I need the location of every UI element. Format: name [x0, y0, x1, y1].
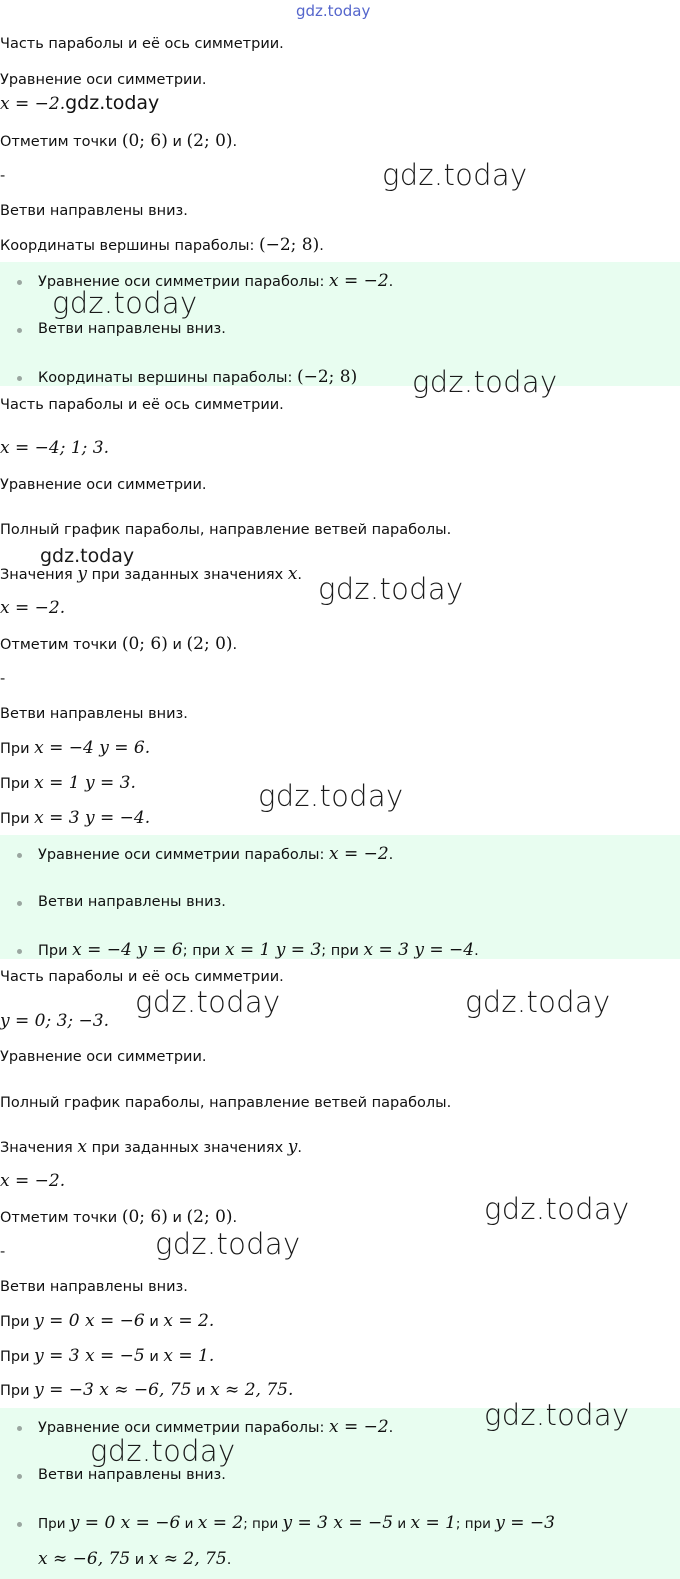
text: Значения	[0, 1140, 78, 1156]
text: .	[474, 943, 479, 959]
text: при заданных значениях	[86, 1140, 288, 1156]
text: .	[388, 274, 394, 290]
watermark-top: gdz.today	[296, 2, 371, 20]
list-item: Ветви направлены вниз.	[38, 894, 226, 910]
math-expression: x = −2.	[0, 598, 66, 618]
text: .	[232, 1210, 238, 1226]
text-line	[0, 235, 324, 256]
math-expression: x = 1	[410, 1513, 456, 1533]
math-var: y	[287, 1137, 298, 1157]
watermark: gdz.today	[90, 1434, 236, 1468]
text: и	[144, 1314, 164, 1330]
bullet-icon	[17, 1522, 22, 1527]
bullet-icon	[17, 853, 22, 858]
text: Уравнение оси симметрии параболы:	[38, 274, 329, 290]
text: Уравнение оси симметрии параболы:	[38, 1420, 329, 1436]
text-line: Уравнение оси симметрии.	[0, 1049, 207, 1065]
dash: -	[0, 671, 6, 687]
list-item	[38, 366, 357, 389]
text-line: Уравнение оси симметрии.	[0, 72, 207, 88]
list-item: Ветви направлены вниз.	[38, 321, 226, 337]
text: При	[38, 1516, 70, 1532]
math-expression: x ≈ 2, 75	[148, 1549, 227, 1569]
text: .	[319, 238, 324, 254]
text: .	[388, 1420, 394, 1436]
watermark: gdz.today	[258, 779, 404, 813]
bullet-icon	[17, 376, 22, 381]
math-point: (2; 0)	[186, 131, 233, 151]
math-expression: x = −2	[328, 1417, 389, 1437]
text: Координаты вершины параболы:	[0, 238, 259, 254]
math-expression: y = −3	[495, 1513, 555, 1533]
text: ; при	[243, 1516, 283, 1532]
bullet-icon	[17, 949, 22, 954]
text: .	[297, 567, 303, 583]
math-expression: y = 0; 3; −3.	[0, 1011, 110, 1031]
math-expression: y = −3 x ≈ −6, 75	[34, 1380, 192, 1400]
math-line	[0, 1011, 109, 1032]
list-item	[38, 843, 393, 866]
text: и	[167, 134, 187, 150]
list-item	[38, 1512, 555, 1535]
math-expression: y = 3 x = −5	[282, 1513, 394, 1533]
text-line: Уравнение оси симметрии.	[0, 477, 207, 493]
text: Уравнение оси симметрии параболы:	[38, 847, 329, 863]
text: ; при	[455, 1516, 496, 1532]
text: ; при	[182, 943, 225, 959]
text-line	[0, 1207, 237, 1228]
text-line: Полный график параболы, направление ветвей параболы.	[0, 522, 452, 538]
bullet-icon	[17, 280, 22, 285]
math-expression: x = 1.	[163, 1346, 215, 1366]
math-expression: y = 0 x = −6	[69, 1513, 181, 1533]
bullet-icon	[17, 328, 22, 333]
math-line	[0, 93, 159, 115]
math-expression: x = 1 y = 3.	[34, 773, 136, 793]
watermark: gdz.today	[135, 985, 281, 1019]
math-expression: x = −4 y = 6.	[34, 738, 151, 758]
math-var: x	[77, 1137, 87, 1157]
math-expression: y = 0 x = −6	[34, 1311, 145, 1331]
math-point: (−2; 8)	[258, 235, 320, 255]
math-expression: x = 2.	[163, 1311, 215, 1331]
math-var: y	[77, 564, 87, 584]
text: Отметим точки	[0, 637, 122, 653]
text-line	[0, 1311, 214, 1332]
text: При	[0, 1349, 35, 1365]
text: и	[167, 1210, 187, 1226]
text: При	[38, 943, 73, 959]
text-line: Ветви направлены вниз.	[0, 1279, 188, 1295]
text-line	[0, 131, 237, 152]
text-line	[0, 564, 302, 585]
text: при заданных значениях	[87, 567, 288, 583]
text: Отметим точки	[0, 134, 122, 150]
summary-box	[0, 262, 680, 386]
watermark: gdz.today	[40, 545, 135, 567]
math-point: (−2; 8)	[296, 367, 358, 387]
text-line	[0, 1137, 302, 1158]
math-expression: x = −2	[328, 844, 389, 864]
text: При	[0, 1383, 35, 1399]
math-point: (0; 6)	[121, 131, 168, 151]
text: ; при	[321, 943, 364, 959]
math-expression: x ≈ 2, 75.	[210, 1380, 294, 1400]
text-line: Часть параболы и её ось симметрии.	[0, 36, 284, 52]
text: и	[393, 1516, 411, 1532]
watermark: gdz.today	[155, 1227, 301, 1261]
inline-watermark: gdz.today	[65, 92, 160, 114]
text: .	[232, 637, 238, 653]
text-line	[0, 1380, 293, 1401]
bullet-icon	[17, 1426, 22, 1431]
text: .	[226, 1552, 232, 1568]
text: Отметим точки	[0, 1210, 122, 1226]
text: Координаты вершины параболы:	[38, 370, 297, 386]
math-expression: x = −2.	[0, 1171, 66, 1191]
text: .	[388, 847, 394, 863]
dash: -	[0, 1244, 6, 1260]
summary-box	[0, 835, 680, 959]
math-point: (2; 0)	[186, 634, 233, 654]
math-expression: x = −4; 1; 3.	[0, 438, 109, 458]
text: Значения	[0, 567, 78, 583]
text-line: Полный график параболы, направление ветвей параболы.	[0, 1095, 452, 1111]
text-line	[0, 738, 150, 759]
text-line: Ветви направлены вниз.	[0, 203, 188, 219]
text-line	[0, 773, 136, 794]
text: .	[297, 1140, 303, 1156]
math-expression: x = −4 y = 6	[72, 940, 183, 960]
text-line: Ветви направлены вниз.	[0, 706, 188, 722]
text: и	[191, 1383, 211, 1399]
watermark: gdz.today	[484, 1398, 630, 1432]
math-expression: x = 1 y = 3	[224, 940, 322, 960]
list-item-continuation	[38, 1548, 231, 1571]
watermark: gdz.today	[412, 365, 558, 399]
watermark: gdz.today	[318, 572, 464, 606]
text: При	[0, 811, 35, 827]
math-var: x	[287, 564, 298, 584]
math-point: (0; 6)	[121, 634, 168, 654]
text-line	[0, 1346, 214, 1367]
math-expression: x = 3 y = −4.	[34, 808, 151, 828]
math-line	[0, 1171, 65, 1192]
math-point: (0; 6)	[121, 1207, 168, 1227]
math-expression: y = 3 x = −5	[34, 1346, 145, 1366]
math-expression: x = 2	[197, 1513, 244, 1533]
math-expression: x = −2	[328, 271, 389, 291]
math-expression: x ≈ −6, 75	[38, 1549, 131, 1569]
list-item: Ветви направлены вниз.	[38, 1467, 226, 1483]
bullet-icon	[17, 901, 22, 906]
watermark: gdz.today	[52, 286, 198, 320]
watermark: gdz.today	[484, 1192, 630, 1226]
dash: -	[0, 168, 6, 184]
text: При	[0, 741, 35, 757]
text: При	[0, 776, 35, 792]
text-line	[0, 634, 237, 655]
watermark: gdz.today	[382, 158, 528, 192]
text: .	[232, 134, 238, 150]
text: При	[0, 1314, 35, 1330]
text: и	[144, 1349, 164, 1365]
list-item	[38, 939, 479, 962]
text-line: Часть параболы и её ось симметрии.	[0, 969, 284, 985]
watermark: gdz.today	[465, 985, 611, 1019]
text-line: Часть параболы и её ось симметрии.	[0, 397, 284, 413]
text: и	[180, 1516, 198, 1532]
math-point: (2; 0)	[186, 1207, 233, 1227]
math-line	[0, 598, 65, 619]
math-line	[0, 438, 109, 459]
text: и	[167, 637, 187, 653]
math-expression: x = 3 y = −4	[363, 940, 475, 960]
math-expression: x = −2.	[0, 94, 66, 114]
text: и	[130, 1552, 149, 1568]
bullet-icon	[17, 1474, 22, 1479]
text-line	[0, 808, 150, 829]
